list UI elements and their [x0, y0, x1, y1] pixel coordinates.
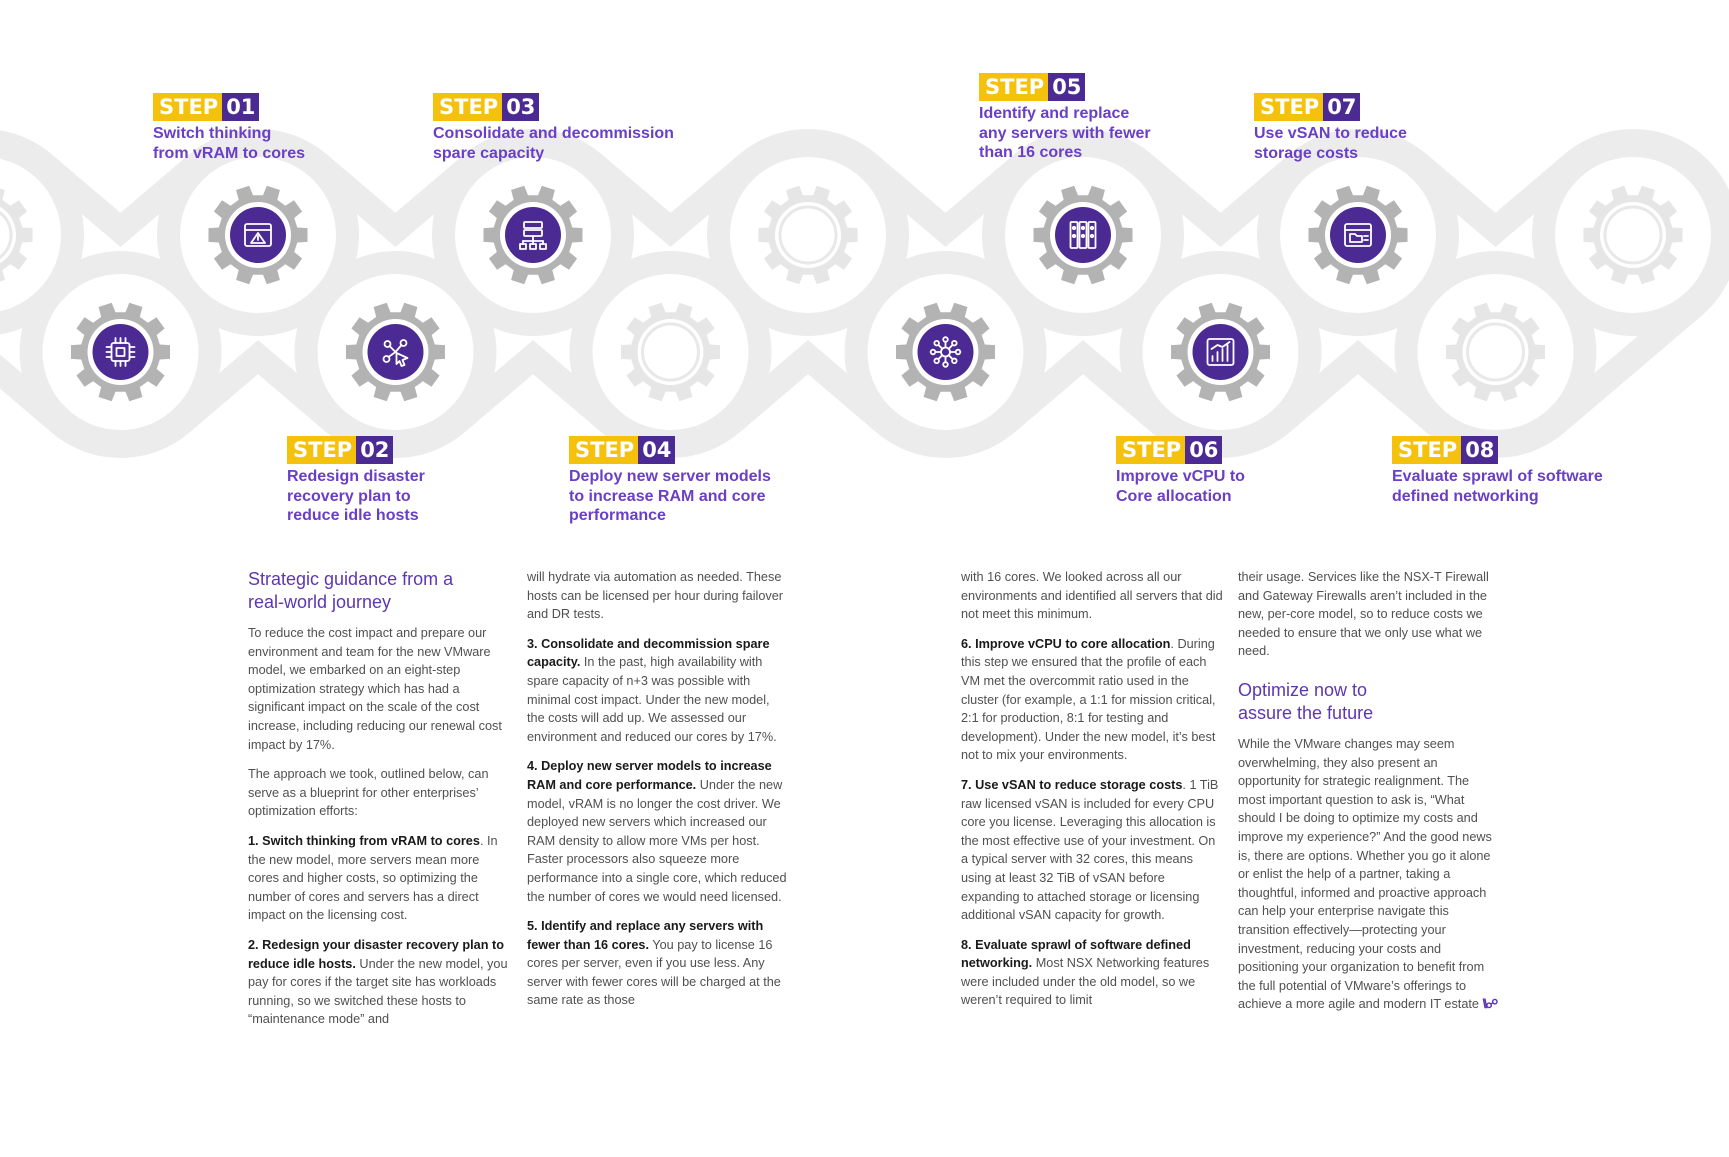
step-06-label [1116, 436, 1245, 506]
step-word: STEP [1392, 436, 1461, 464]
step-number: 03 [502, 93, 539, 121]
step-5-lead: 5. Identify and replace any servers with fewer than 16 cores. [527, 919, 764, 952]
gear-chain-band [0, 134, 1729, 453]
step-4-body: Under the new model, vRAM is no longer the cost driver. We deployed new servers which increased our RAM density to allow more VMs per host. Faster processors also squeeze more performance into a single core, which reduced the number of cores we would need licensed. [527, 777, 787, 904]
step-title: Redesign disaster recovery plan to reduce idle hosts [287, 468, 425, 524]
final-paragraph [1238, 735, 1500, 1014]
step-1-paragraph [248, 832, 510, 925]
step-7-lead: 7. Use vSAN to reduce storage costs [961, 777, 1183, 792]
step-number: 04 [638, 436, 675, 464]
step-5-paragraph [527, 917, 789, 1010]
step-word: STEP [569, 436, 638, 464]
step-1-lead: 1. Switch thinking from vRAM to cores [248, 833, 480, 848]
step-word: STEP [153, 93, 222, 121]
section-heading-optimize: Optimize now to assure the future [1238, 679, 1374, 723]
step-2-lead: 2. Redesign your disaster recovery plan to reduce idle hosts. [248, 937, 504, 971]
final-body: While the VMware changes may seem overwhelming, they also present an opportunity for strategic realignment. The most important question to ask is, “What should I be doing to optimize my costs and improve my experience?” And the good news is, there are options. Whether you go it alone or enlist the help of a partner, taking a thoughtful, informed and proactive approach can help your enterprise navigate this transition effectively—protecting your investment, reducing your costs and positioning your organization to benefit from the full potential of VMware’s offerings to achieve a more agile and modern IT estate [1238, 736, 1492, 1012]
step-4-lead: 4. Deploy new server models to increase RAM and core performance. [527, 759, 772, 792]
step-05-label [979, 73, 1151, 163]
step-2-paragraph [248, 936, 510, 1029]
text-column-4 [1238, 568, 1500, 1025]
step-number: 05 [1048, 73, 1085, 101]
intro-paragraph: To reduce the cost impact and prepare our environment and team for the new VMware model, we embarked on an eight-step optimization strategy which has had a significant impact on the scale of the cost increase, including reducing our renewal cost impact by 17%. [248, 626, 502, 752]
section-heading-guidance: Strategic guidance from a real-world journey [248, 569, 454, 612]
step-04-label [569, 436, 771, 526]
step-03-label [433, 93, 674, 163]
step-08-label [1392, 436, 1603, 506]
step-word: STEP [1254, 93, 1323, 121]
step-6-paragraph [961, 635, 1223, 765]
step-8-body: Most NSX Networking features were included under the old model, so we weren’t required to limit [961, 956, 1210, 1008]
step-number: 01 [222, 93, 259, 121]
step-title: Evaluate sprawl of software defined networking [1392, 468, 1603, 505]
step-02-label [287, 436, 425, 526]
step-title: Deploy new server models to increase RAM and core performance [569, 468, 771, 524]
step-number: 02 [356, 436, 393, 464]
step-7-paragraph [961, 776, 1223, 925]
continued-paragraph: will hydrate via automation as needed. These hosts can be licensed per hour during failover and DR tests. [527, 570, 784, 622]
step-title: Switch thinking from vRAM to cores [153, 125, 306, 162]
step-3-body: In the past, high availability with spare capacity of n+3 was possible with minimal cost impact. Under the new model, the costs will add up. We assessed our environment and reduced our cores by 17%. [527, 655, 777, 744]
text-column-3 [961, 568, 1223, 1021]
step-7-body: . 1 TiB raw licensed vSAN is included for every CPU core you license. Leveraging this allocation is the most effective use of your investment. On a typical server with 32 cores, this means using at least 32 TiB of vSAN before expanding to attached storage or licensing additional vSAN capacity for growth. [961, 777, 1219, 923]
text-column-2 [527, 568, 789, 1021]
step-title: Use vSAN to reduce storage costs [1254, 125, 1407, 162]
step-word: STEP [433, 93, 502, 121]
step-word: STEP [287, 436, 356, 464]
step-3-lead: 3. Consolidate and decommission spare capacity. [527, 636, 770, 670]
step-number: 07 [1323, 93, 1360, 121]
end-mark-icon: \\☍ [1482, 997, 1497, 1012]
continued-paragraph: their usage. Services like the NSX-T Firewall and Gateway Firewalls aren’t included in the new, per-core model, so to reduce costs we needed to ensure that we only use what we need. [1238, 570, 1489, 659]
step-word: STEP [979, 73, 1048, 101]
step-8-paragraph [961, 936, 1223, 1010]
step-2-body: Under the new model, you pay for cores if the target site has workloads running, so we switched these hosts to “maintenance mode” and [248, 956, 508, 1027]
step-number: 08 [1461, 436, 1498, 464]
intro-paragraph: The approach we took, outlined below, can serve as a blueprint for other enterprises’ optimization efforts: [248, 767, 489, 819]
step-1-body: . In the new model, more servers mean more cores and higher costs, so optimizing the number of cores and servers has a direct impact on the licensing cost. [248, 833, 498, 923]
step-07-label [1254, 93, 1407, 163]
step-3-paragraph [527, 635, 789, 747]
step-title: Improve vCPU to Core allocation [1116, 468, 1245, 505]
continued-paragraph: with 16 cores. We looked across all our environments and identified all servers that did not meet this minimum. [961, 570, 1223, 622]
step-4-paragraph [527, 757, 789, 906]
step-title: Consolidate and decommission spare capacity [433, 125, 674, 162]
text-column-1 [248, 568, 510, 1040]
step-01-label [153, 93, 305, 163]
step-8-lead: 8. Evaluate sprawl of software defined networking. [961, 937, 1191, 971]
step-title: Identify and replace any servers with fewer than 16 cores [979, 105, 1151, 161]
step-word: STEP [1116, 436, 1185, 464]
step-6-lead: 6. Improve vCPU to core allocation [961, 636, 1171, 651]
step-number: 06 [1185, 436, 1222, 464]
step-6-body: . During this step we ensured that the profile of each VM met the overcommit ratio used in the cluster (for example, a 1:1 for mission critical, 2:1 for production, 8:1 for testing and development). Under the new model, it’s best not to mix your environments. [961, 636, 1216, 763]
step-5-body: You pay to license 16 cores per server, even if you use less. Any server with fewer cores will be charged at the same rate as those [527, 937, 781, 1008]
